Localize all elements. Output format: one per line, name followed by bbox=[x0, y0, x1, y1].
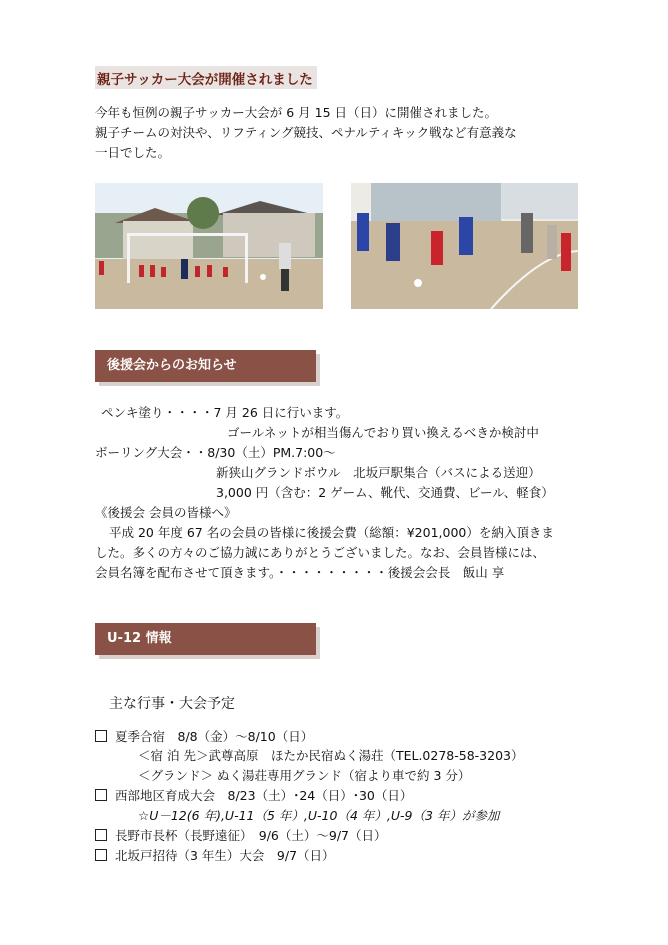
section-heading-u12: U-12 情報 bbox=[95, 623, 316, 655]
notice-line-9: 会員名簿を配布させて頂きます。・・・・・・・・・後援会会長 飯山 享 bbox=[95, 565, 505, 580]
schedule-item-4-text: 北坂戸招待（3 年生）大会 9/7（日） bbox=[115, 848, 335, 863]
notice-line-5: 3,000 円（含む：2 ゲーム、靴代、交通費、ビール、軽食） bbox=[216, 485, 554, 500]
article-title: 親子サッカー大会が開催されました bbox=[95, 66, 317, 89]
schedule-item-3-text: 長野市長杯（長野遠征） 9/6（土）～9/7（日） bbox=[115, 828, 387, 843]
notice-line-6: 《後援会 会員の皆様へ》 bbox=[95, 505, 237, 520]
soccer-photo-left bbox=[95, 183, 323, 309]
notice-line-3: ボーリング大会・・8/30（土）PM.7:00～ bbox=[95, 445, 336, 460]
schedule-item-2-text: 西部地区育成大会 8/23（土）･24（日）･30（日） bbox=[115, 788, 413, 803]
checkbox-icon bbox=[95, 730, 107, 742]
schedule-subheading: 主な行事・大会予定 bbox=[109, 696, 235, 712]
article-body-line-3: 一日でした。 bbox=[95, 145, 171, 160]
checkbox-icon bbox=[95, 789, 107, 801]
article-body-line-1: 今年も恒例の親子サッカー大会が 6 月 15 日（日）に開催されました。 bbox=[95, 105, 498, 120]
notice-line-1: ペンキ塗り・・・・7 月 26 日に行います。 bbox=[101, 405, 349, 420]
section-banner-u12 bbox=[95, 623, 320, 659]
soccer-photo-right bbox=[351, 183, 578, 309]
schedule-item-1-text: 夏季合宿 8/8（金）～8/10（日） bbox=[115, 729, 314, 744]
notice-line-7: 平成 20 年度 67 名の会員の皆様に後援会費（総額：¥201,000）を納入頂きま bbox=[109, 525, 554, 540]
checkbox-icon bbox=[95, 829, 107, 841]
schedule-item-1-ground: ＜グランド＞ ぬく湯荘専用グランド（宿より車で約 3 分） bbox=[138, 768, 471, 783]
article-body-line-2: 親子チームの対決や、リフティング競技、ペナルティキック戦など有意義な bbox=[95, 125, 517, 140]
schedule-item-4 bbox=[95, 846, 335, 864]
schedule-item-1-lodging: ＜宿 泊 先＞武尊高原 ほたか民宿ぬく湯荘（TEL.0278-58-3203） bbox=[138, 748, 524, 763]
section-banner-supporters bbox=[95, 350, 320, 386]
notice-line-8: した。多くの方々のご協力誠にありがとうございました。なお、会員皆様には、 bbox=[95, 545, 546, 560]
notice-line-4: 新狭山グランドボウル 北坂戸駅集合（バスによる送迎） bbox=[216, 465, 541, 480]
schedule-item-1 bbox=[95, 727, 313, 745]
checkbox-icon bbox=[95, 849, 107, 861]
schedule-item-2-note: ☆U－12(6 年),U-11（5 年）,U-10（4 年）,U-9（3 年）が参加 bbox=[138, 808, 500, 823]
notice-line-2: ゴールネットが相当傷んでおり買い換えるべきか検討中 bbox=[227, 425, 539, 440]
schedule-item-3 bbox=[95, 826, 387, 844]
section-heading-supporters: 後援会からのお知らせ bbox=[95, 350, 316, 382]
schedule-item-2 bbox=[95, 786, 412, 804]
